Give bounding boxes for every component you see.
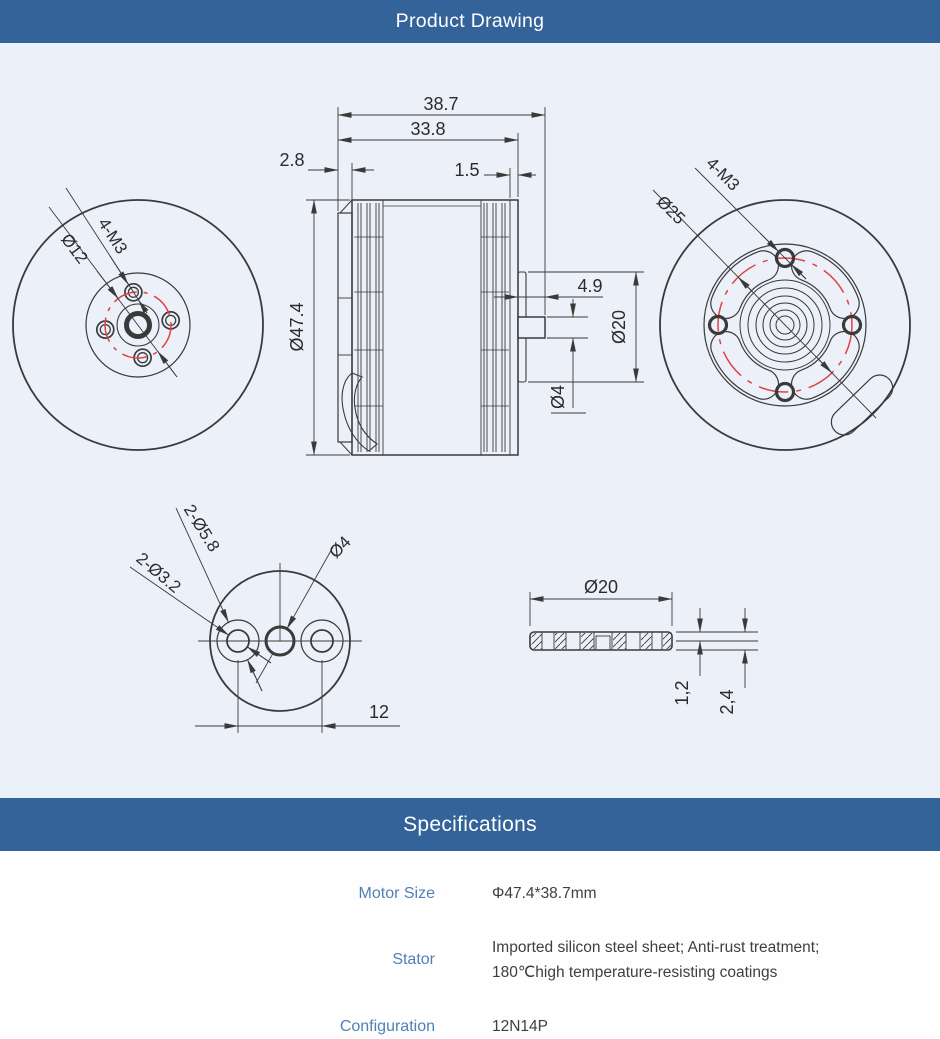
dim-body-length: 33.8	[410, 119, 446, 139]
section-view	[530, 577, 758, 715]
specifications-section	[0, 798, 940, 1039]
dim-shaft-protrusion: 4.9	[577, 276, 603, 296]
rear-view	[653, 154, 910, 450]
spec-value: Imported silicon steel sheet; Anti-rust treatment; 180℃high temperature-resisting coatings	[492, 939, 820, 982]
spec-row-configuration	[0, 1014, 940, 1039]
dim-flange-thickness: 2.8	[279, 150, 305, 170]
adapter-inner-holes-label: 2-Ø3.2	[132, 548, 185, 597]
adapter-center-hole-label: Ø4	[325, 532, 355, 562]
dim-step-thickness: 1,2	[672, 680, 692, 706]
spec-row-stator	[0, 935, 940, 985]
page-header	[0, 0, 940, 43]
spec-row-motor-size	[0, 881, 940, 906]
dim-boss-dia: Ø20	[609, 309, 629, 345]
dim-section-dia: Ø20	[583, 577, 619, 597]
dim-hole-spacing: 12	[368, 702, 390, 722]
spec-label: Motor Size	[358, 884, 435, 902]
spec-value: 12N14P	[492, 1018, 549, 1036]
spec-label: Configuration	[339, 1017, 435, 1035]
dim-outer-dia: Ø47.4	[287, 302, 307, 352]
page-title: Product Drawing	[395, 10, 545, 32]
front-view	[13, 188, 263, 450]
rear-bolt-label: 4-M3	[702, 153, 744, 195]
dim-shaft-dia: Ø4	[548, 384, 568, 410]
dim-rear-gap: 1.5	[454, 160, 480, 180]
adapter-outer-holes-label: 2-Ø5.8	[179, 501, 224, 556]
rear-bolt-circle-dia: Ø25	[652, 192, 689, 229]
spec-value: Φ47.4*38.7mm	[492, 885, 597, 902]
product-drawing-canvas	[0, 43, 940, 798]
dim-total-length: 38.7	[423, 94, 459, 114]
specifications-header	[0, 798, 940, 851]
front-bolt-circle-dia: Ø12	[57, 230, 92, 268]
specifications-title: Specifications	[403, 812, 537, 836]
technical-drawing	[0, 43, 940, 798]
specifications-table	[0, 851, 940, 1039]
adapter-view	[130, 501, 400, 733]
spec-label: Stator	[392, 951, 435, 969]
dim-total-thickness: 2,4	[717, 689, 737, 715]
section-hatching	[532, 633, 672, 649]
front-bolt-label: 4-M3	[94, 214, 132, 258]
side-view	[279, 94, 644, 455]
